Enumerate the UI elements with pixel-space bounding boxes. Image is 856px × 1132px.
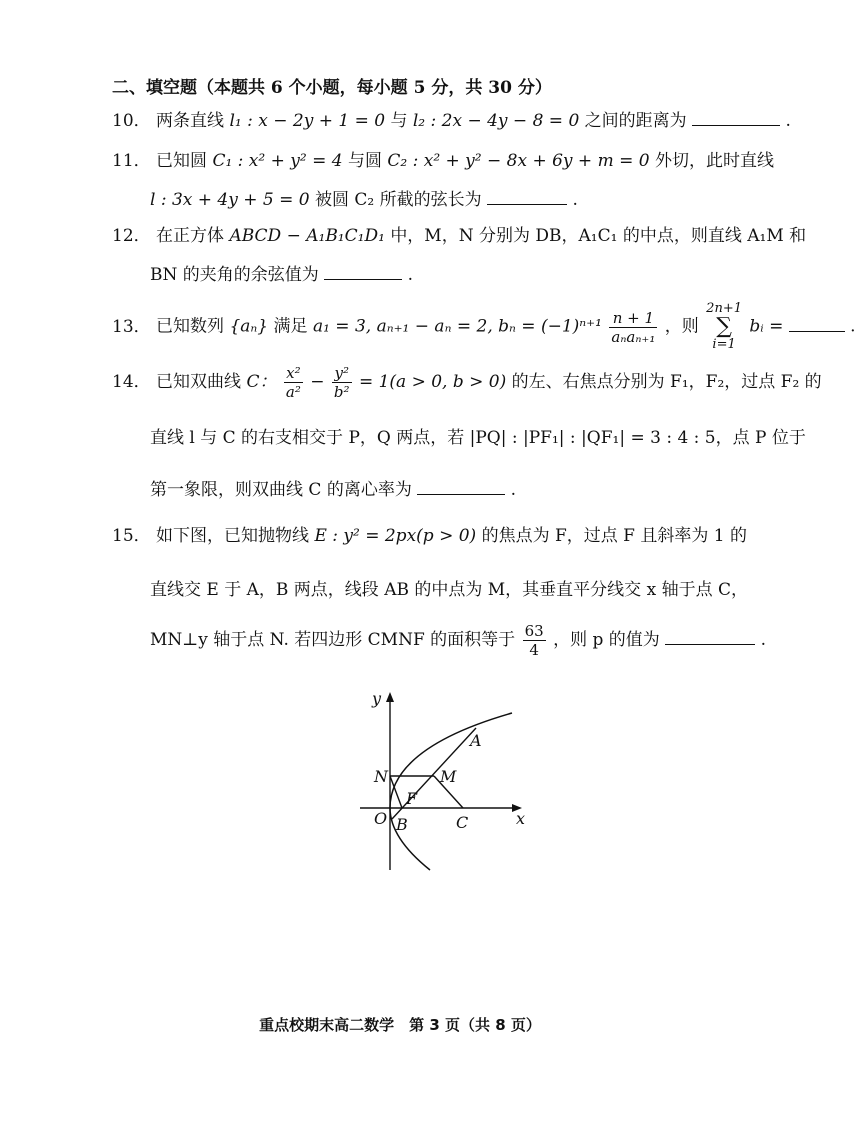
question-text: 与圆 xyxy=(347,151,382,171)
summation xyxy=(706,302,742,352)
fraction-denominator: aₙaₙ₊₁ xyxy=(611,327,656,346)
fraction xyxy=(284,364,303,401)
sum-lower-limit: i=1 xyxy=(712,337,736,352)
label-n: N xyxy=(374,767,388,786)
question-14-line-2 xyxy=(150,426,806,450)
question-number: 11． xyxy=(112,151,151,171)
math-expression: l₂ : 2x − 4y − 8 = 0 xyxy=(412,111,580,131)
question-text: . xyxy=(407,265,413,285)
question-text: 已知圆 xyxy=(156,151,208,171)
math-expression: {aₙ} xyxy=(229,316,269,337)
label-a: A xyxy=(470,731,482,750)
question-text: 直线 l 与 C 的右支相交于 P，Q 两点，若 |PQ| : |PF₁| : |QF₁| = 3 : 4 : 5，点 P 位于 xyxy=(150,428,806,448)
question-text: 被圆 C₂ 所截的弦长为 xyxy=(315,190,482,210)
question-text: 外切，此时直线 xyxy=(654,151,774,171)
question-14 xyxy=(112,360,822,404)
line-ab xyxy=(392,728,476,819)
math-expression: C₁ : x² + y² = 4 xyxy=(212,151,343,171)
question-text: BN 的夹角的余弦值为 xyxy=(150,265,319,285)
question-11-line-2 xyxy=(150,186,578,212)
label-f: F xyxy=(406,789,418,808)
fraction xyxy=(523,622,546,659)
question-text: 的左、右焦点分别为 F₁，F₂，过点 F₂ 的 xyxy=(511,372,822,392)
question-text: ，则 xyxy=(664,316,699,337)
answer-blank[interactable] xyxy=(324,261,402,280)
question-text: . xyxy=(572,190,578,210)
question-text: 满足 xyxy=(273,316,308,337)
fraction-numerator: x² xyxy=(284,364,303,383)
question-12 xyxy=(112,224,806,248)
label-x: x xyxy=(516,809,526,828)
math-expression: a₁ = 3, aₙ₊₁ − aₙ = 2, bₙ = (−1)ⁿ⁺¹ xyxy=(312,316,602,337)
question-12-line-2 xyxy=(150,261,413,287)
question-number: 14． xyxy=(112,372,151,392)
section-heading: 二、填空题（本题共 6 个小题，每小题 5 分，共 30 分） xyxy=(112,78,552,98)
answer-blank[interactable] xyxy=(789,313,845,332)
question-14-line-3 xyxy=(150,476,516,502)
question-15 xyxy=(112,524,747,548)
math-expression: l : 3x + 4y + 5 = 0 xyxy=(150,190,310,210)
fraction-denominator: 4 xyxy=(529,641,539,659)
label-o: O xyxy=(374,809,388,828)
question-10 xyxy=(112,107,791,133)
parabola-figure xyxy=(350,688,540,878)
question-text: 在正方体 xyxy=(156,226,225,246)
answer-blank[interactable] xyxy=(665,626,755,645)
answer-blank[interactable] xyxy=(692,107,780,126)
sigma-icon: ∑ xyxy=(716,314,732,339)
label-m: M xyxy=(440,767,457,786)
question-number: 15． xyxy=(112,526,151,546)
question-11 xyxy=(112,149,774,173)
question-text: 的焦点为 F，过点 F 且斜率为 1 的 xyxy=(481,526,748,546)
question-text: . xyxy=(850,316,856,337)
question-text: . xyxy=(760,630,766,650)
question-text: . xyxy=(510,480,517,500)
math-expression: l₁ : x − 2y + 1 = 0 xyxy=(229,111,386,131)
question-number: 13． xyxy=(112,316,151,337)
question-text: 如下图，已知抛物线 xyxy=(156,526,310,546)
fraction-numerator: n + 1 xyxy=(609,309,657,328)
sum-upper-limit: 2n+1 xyxy=(706,301,742,316)
label-c: C xyxy=(456,813,469,832)
math-expression: = 1(a > 0, b > 0) xyxy=(358,372,507,392)
question-text: 与 xyxy=(390,111,408,131)
question-number: 10． xyxy=(112,111,151,131)
label-y: y xyxy=(372,689,382,708)
y-axis-arrow-icon xyxy=(386,692,394,702)
question-text: 第一象限，则双曲线 C 的离心率为 xyxy=(150,480,412,500)
question-text: 已知数列 xyxy=(156,316,225,337)
fraction xyxy=(609,309,657,346)
question-number: 12． xyxy=(112,226,151,246)
question-text: 两条直线 xyxy=(156,111,225,131)
answer-blank[interactable] xyxy=(417,476,505,495)
fraction-denominator: b² xyxy=(333,383,350,401)
question-text: 中，M，N 分别为 DB，A₁C₁ 的中点，则直线 A₁M 和 xyxy=(390,226,807,246)
math-expression: ABCD − A₁B₁C₁D₁ xyxy=(229,226,385,246)
minus-sign: − xyxy=(310,372,325,392)
question-text: . xyxy=(785,111,791,131)
fraction-numerator: y² xyxy=(332,364,352,383)
math-expression: C： xyxy=(246,372,277,392)
math-expression: E : y² = 2px(p > 0) xyxy=(314,526,477,546)
question-text: ，则 p 的值为 xyxy=(553,630,660,650)
question-15-line-2 xyxy=(150,578,748,602)
math-expression: C₂ : x² + y² − 8x + 6y + m = 0 xyxy=(387,151,650,171)
answer-blank[interactable] xyxy=(487,186,567,205)
question-text: 直线交 E 于 A，B 两点，线段 AB 的中点为 M，其垂直平分线交 x 轴于点 C， xyxy=(150,580,748,600)
label-b: B xyxy=(396,815,408,834)
fraction xyxy=(332,364,352,401)
question-text: 已知双曲线 xyxy=(156,372,242,392)
fraction-denominator: a² xyxy=(285,383,301,401)
page-footer: 重点校期末高二数学 第 3 页（共 8 页） xyxy=(259,1016,541,1034)
fraction-numerator: 63 xyxy=(524,622,544,640)
question-text: 之间的距离为 xyxy=(584,111,687,131)
math-expression: bᵢ = xyxy=(749,316,784,337)
question-15-line-3 xyxy=(150,620,766,660)
question-13 xyxy=(112,302,856,352)
question-text: MN⊥y 轴于点 N. 若四边形 CMNF 的面积等于 xyxy=(150,630,516,650)
